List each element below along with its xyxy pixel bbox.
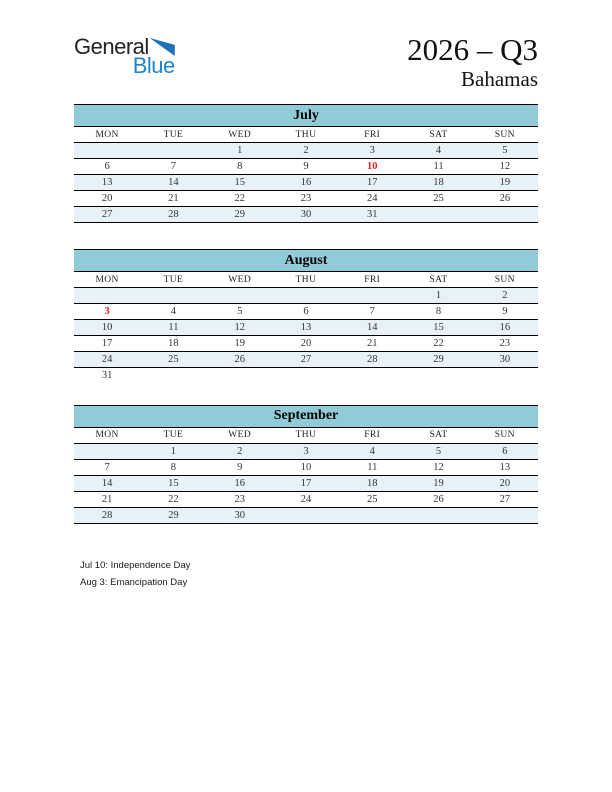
day-cell: 10	[273, 459, 339, 475]
weekday-header: TUE	[140, 127, 206, 143]
day-cell: 11	[140, 320, 206, 336]
day-cell: 27	[273, 352, 339, 368]
weekday-header: SAT	[405, 272, 471, 288]
day-cell: 29	[405, 352, 471, 368]
weekday-header-row	[74, 127, 538, 143]
day-cell: 14	[339, 320, 405, 336]
day-cell: 14	[140, 175, 206, 191]
day-cell: 24	[273, 491, 339, 507]
day-cell: 28	[140, 207, 206, 223]
weekday-header: TUE	[140, 427, 206, 443]
empty-cell	[405, 507, 471, 523]
calendar-tables	[0, 104, 612, 524]
day-cell: 31	[339, 207, 405, 223]
weekday-header: SUN	[472, 272, 538, 288]
weekday-header-row	[74, 272, 538, 288]
month-table-july	[74, 104, 538, 223]
day-cell: 4	[339, 443, 405, 459]
day-cell: 21	[339, 336, 405, 352]
holiday-notes	[0, 557, 612, 591]
month-title: September	[74, 405, 538, 427]
week-row	[74, 304, 538, 320]
day-cell: 28	[74, 507, 140, 523]
day-cell: 20	[74, 191, 140, 207]
day-cell: 30	[273, 207, 339, 223]
weekday-header: MON	[74, 427, 140, 443]
weekday-header: TUE	[140, 272, 206, 288]
holiday-note: Jul 10: Independence Day	[80, 559, 191, 571]
empty-cell	[74, 143, 140, 159]
general-blue-logo	[74, 36, 175, 77]
day-cell: 26	[207, 352, 273, 368]
day-cell: 16	[472, 320, 538, 336]
day-cell: 6	[74, 159, 140, 175]
empty-cell	[74, 443, 140, 459]
empty-cell	[140, 288, 206, 304]
day-cell: 3	[74, 304, 140, 320]
weekday-header: SAT	[405, 127, 471, 143]
day-cell: 12	[405, 459, 471, 475]
day-cell: 1	[405, 288, 471, 304]
weekday-header: WED	[207, 127, 273, 143]
day-cell: 22	[405, 336, 471, 352]
empty-cell	[405, 368, 471, 384]
weekday-header: FRI	[339, 427, 405, 443]
logo-text-blue: Blue	[132, 53, 175, 78]
week-row	[74, 368, 538, 384]
day-cell: 23	[472, 336, 538, 352]
day-cell: 19	[472, 175, 538, 191]
week-row	[74, 191, 538, 207]
day-cell: 20	[472, 475, 538, 491]
day-cell: 18	[405, 175, 471, 191]
page-subtitle: Bahamas	[461, 66, 538, 91]
month-table-august	[74, 249, 538, 384]
day-cell: 22	[207, 191, 273, 207]
empty-cell	[140, 143, 206, 159]
week-row	[74, 143, 538, 159]
weekday-header: THU	[273, 127, 339, 143]
day-cell: 4	[405, 143, 471, 159]
week-row	[74, 175, 538, 191]
day-cell: 9	[207, 459, 273, 475]
day-cell: 17	[273, 475, 339, 491]
day-cell: 26	[472, 191, 538, 207]
day-cell: 4	[140, 304, 206, 320]
day-cell: 2	[472, 288, 538, 304]
day-cell: 5	[207, 304, 273, 320]
day-cell: 2	[273, 143, 339, 159]
title-block	[407, 34, 538, 91]
empty-cell	[472, 368, 538, 384]
weekday-header: FRI	[339, 127, 405, 143]
day-cell: 29	[207, 207, 273, 223]
week-row	[74, 491, 538, 507]
day-cell: 3	[273, 443, 339, 459]
day-cell: 6	[472, 443, 538, 459]
day-cell: 30	[207, 507, 273, 523]
day-cell: 7	[74, 459, 140, 475]
day-cell: 12	[472, 159, 538, 175]
day-cell: 27	[74, 207, 140, 223]
day-cell: 6	[273, 304, 339, 320]
day-cell: 16	[207, 475, 273, 491]
week-row	[74, 475, 538, 491]
day-cell: 10	[74, 320, 140, 336]
weekday-header: SAT	[405, 427, 471, 443]
week-row	[74, 336, 538, 352]
weekday-header: THU	[273, 272, 339, 288]
empty-cell	[74, 288, 140, 304]
empty-cell	[339, 368, 405, 384]
week-row	[74, 443, 538, 459]
empty-cell	[273, 368, 339, 384]
day-cell: 8	[207, 159, 273, 175]
day-cell: 20	[273, 336, 339, 352]
empty-cell	[207, 288, 273, 304]
day-cell: 24	[339, 191, 405, 207]
day-cell: 26	[405, 491, 471, 507]
day-cell: 28	[339, 352, 405, 368]
weekday-header: MON	[74, 127, 140, 143]
day-cell: 7	[339, 304, 405, 320]
day-cell: 30	[472, 352, 538, 368]
day-cell: 25	[140, 352, 206, 368]
empty-cell	[273, 507, 339, 523]
week-row	[74, 288, 538, 304]
month-table-september	[74, 405, 538, 524]
week-row	[74, 459, 538, 475]
day-cell: 1	[207, 143, 273, 159]
empty-cell	[140, 368, 206, 384]
weekday-header: MON	[74, 272, 140, 288]
weekday-header: FRI	[339, 272, 405, 288]
day-cell: 1	[140, 443, 206, 459]
day-cell: 13	[273, 320, 339, 336]
day-cell: 11	[405, 159, 471, 175]
day-cell: 25	[339, 491, 405, 507]
empty-cell	[339, 288, 405, 304]
day-cell: 7	[140, 159, 206, 175]
day-cell: 9	[472, 304, 538, 320]
weekday-header: THU	[273, 427, 339, 443]
empty-cell	[207, 368, 273, 384]
day-cell: 27	[472, 491, 538, 507]
day-cell: 15	[207, 175, 273, 191]
day-cell: 23	[207, 491, 273, 507]
day-cell: 18	[140, 336, 206, 352]
empty-cell	[405, 207, 471, 223]
weekday-header-row	[74, 427, 538, 443]
weekday-header: WED	[207, 272, 273, 288]
day-cell: 13	[74, 175, 140, 191]
day-cell: 5	[472, 143, 538, 159]
week-row	[74, 352, 538, 368]
week-row	[74, 207, 538, 223]
day-cell: 5	[405, 443, 471, 459]
week-row	[74, 159, 538, 175]
empty-cell	[472, 507, 538, 523]
empty-cell	[339, 507, 405, 523]
empty-cell	[472, 207, 538, 223]
week-row	[74, 320, 538, 336]
day-cell: 24	[74, 352, 140, 368]
month-title: August	[74, 250, 538, 272]
day-cell: 18	[339, 475, 405, 491]
day-cell: 14	[74, 475, 140, 491]
day-cell: 15	[140, 475, 206, 491]
day-cell: 13	[472, 459, 538, 475]
day-cell: 21	[74, 491, 140, 507]
day-cell: 12	[207, 320, 273, 336]
empty-cell	[273, 288, 339, 304]
weekday-header: SUN	[472, 127, 538, 143]
logo-text-general: General	[74, 34, 149, 59]
day-cell: 11	[339, 459, 405, 475]
day-cell: 3	[339, 143, 405, 159]
day-cell: 19	[405, 475, 471, 491]
day-cell: 9	[273, 159, 339, 175]
day-cell: 21	[140, 191, 206, 207]
week-row	[74, 507, 538, 523]
day-cell: 8	[405, 304, 471, 320]
day-cell: 29	[140, 507, 206, 523]
month-title: July	[74, 105, 538, 127]
day-cell: 19	[207, 336, 273, 352]
day-cell: 2	[207, 443, 273, 459]
weekday-header: WED	[207, 427, 273, 443]
day-cell: 17	[339, 175, 405, 191]
day-cell: 23	[273, 191, 339, 207]
weekday-header: SUN	[472, 427, 538, 443]
day-cell: 15	[405, 320, 471, 336]
holiday-note: Aug 3: Emancipation Day	[80, 576, 188, 588]
day-cell: 8	[140, 459, 206, 475]
day-cell: 22	[140, 491, 206, 507]
page-header	[0, 0, 612, 91]
day-cell: 31	[74, 368, 140, 384]
day-cell: 16	[273, 175, 339, 191]
page-title: 2026 – Q3	[407, 32, 538, 67]
day-cell: 10	[339, 159, 405, 175]
day-cell: 17	[74, 336, 140, 352]
day-cell: 25	[405, 191, 471, 207]
